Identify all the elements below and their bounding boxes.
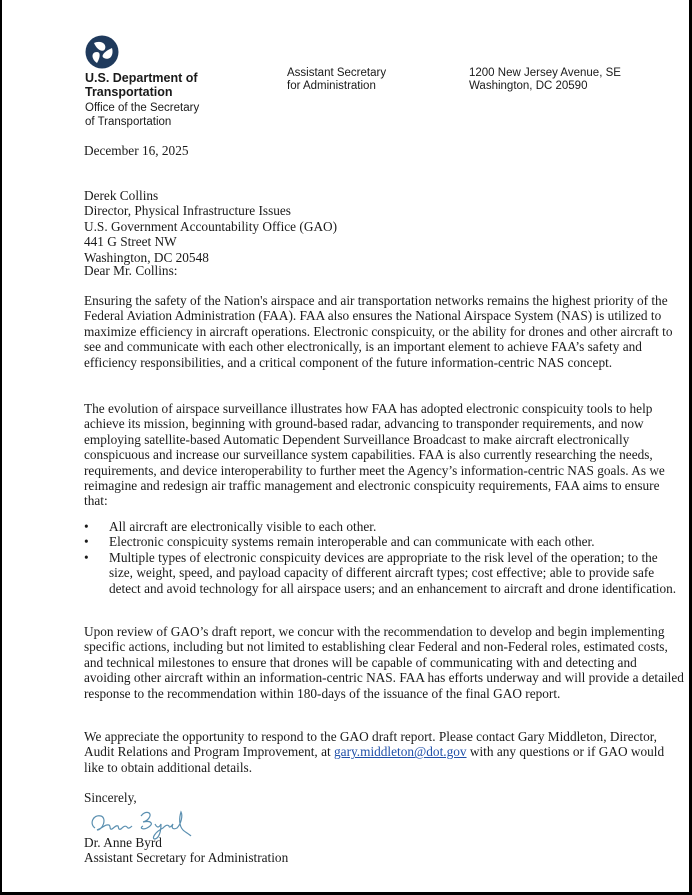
sender-title-block: Assistant Secretary for Administration <box>287 67 387 92</box>
list-item: • All aircraft are electronically visible to each other. <box>84 519 377 534</box>
recipient-city: Washington, DC 20548 <box>84 249 209 265</box>
paragraph-1: Ensuring the safety of the Nation's airspace and air transportation networks remains the highest priority of the Federal Aviation Administration (FAA). FAA also ensures the National Airspace System (NAS) is utilized to maximize efficiency in aircraft operations. Electronic conspicuity, or the ability for drones and other aircraft to see and communicate with each other electronically, is an important element to achieve FAA’s safety and efficiency responsibilities, and a critical component of the future information-centric NAS concept. <box>84 293 673 370</box>
department-name: U.S. Department of Transportation <box>85 71 198 99</box>
signer-block <box>84 835 684 866</box>
paragraph-2: The evolution of airspace surveillance illustrates how FAA has adopted electronic conspicuity tools to help achieve its mission, beginning with ground-based radar, advancing to transponder requirements, and now employing satellite-based Automatic Dependent Surveillance Broadcast to make aircraft electronically conspicuous and increase our surveillance system capabilities. FAA is also currently researching the needs, requirements, and device interoperability to further meet the Agency’s information-centric NAS goals. As we reimagine and redesign air traffic management and electronic conspicuity requirements, FAA aims to ensure that: <box>84 401 665 509</box>
bullet-icon: • <box>84 534 89 550</box>
list-item: • Electronic conspicuity systems remain interoperable and can communicate with each other. <box>84 534 595 550</box>
sender-address-block: 1200 New Jersey Avenue, SE Washington, DC 20590 <box>469 67 621 92</box>
recipient-address <box>84 188 684 265</box>
goals-list <box>84 519 684 596</box>
list-item: • Multiple types of electronic conspicuity devices are appropriate to the risk level of the operation; to the size, weight, speed, and payload capacity of different aircraft types; cost effective; able to provide safe detect and avoid technology for all airspace users; and an enhancement to aircraft and drone identification. <box>84 549 677 596</box>
paragraph-3: Upon review of GAO’s draft report, we concur with the recommendation to develop and begin implementing specific actions, including but not limited to establishing clear Federal and non-Federal roles, estimated costs, and technical milestones to ensure that drones will be capable of communicating with and detecting and avoiding other aircraft within an information-centric NAS. FAA has efforts underway and will provide a detailed response to the recommendation within 180-days of the issuance of the final GAO report. <box>84 624 684 701</box>
signer-name: Dr. Anne Byrd <box>84 835 162 850</box>
recipient-organization: U.S. Government Accountability Office (GAO) <box>84 218 338 234</box>
signer-title: Assistant Secretary for Administration <box>84 850 289 866</box>
bullet-icon: • <box>84 549 89 565</box>
office-name: Office of the Secretary of Transportation <box>85 102 200 128</box>
paragraph-4: We appreciate the opportunity to respond to the GAO draft report. Please contact Gary Middleton, Director, Audit Relations and Program Improvement, at gary.middleton@dot.gov with any questions or if GAO would like to obtain additional details. <box>84 729 665 775</box>
dot-logo-icon <box>85 35 119 69</box>
letter-date: December 16, 2025 <box>84 143 189 158</box>
recipient-street: 441 G Street NW <box>84 234 177 250</box>
recipient-title: Director, Physical Infrastructure Issues <box>84 203 291 219</box>
salutation: Dear Mr. Collins: <box>84 263 178 278</box>
bullet-icon: • <box>84 519 89 534</box>
closing: Sincerely, <box>84 790 137 805</box>
contact-email-link[interactable]: gary.middleton@dot.gov <box>334 744 467 760</box>
recipient-name: Derek Collins <box>84 188 159 203</box>
